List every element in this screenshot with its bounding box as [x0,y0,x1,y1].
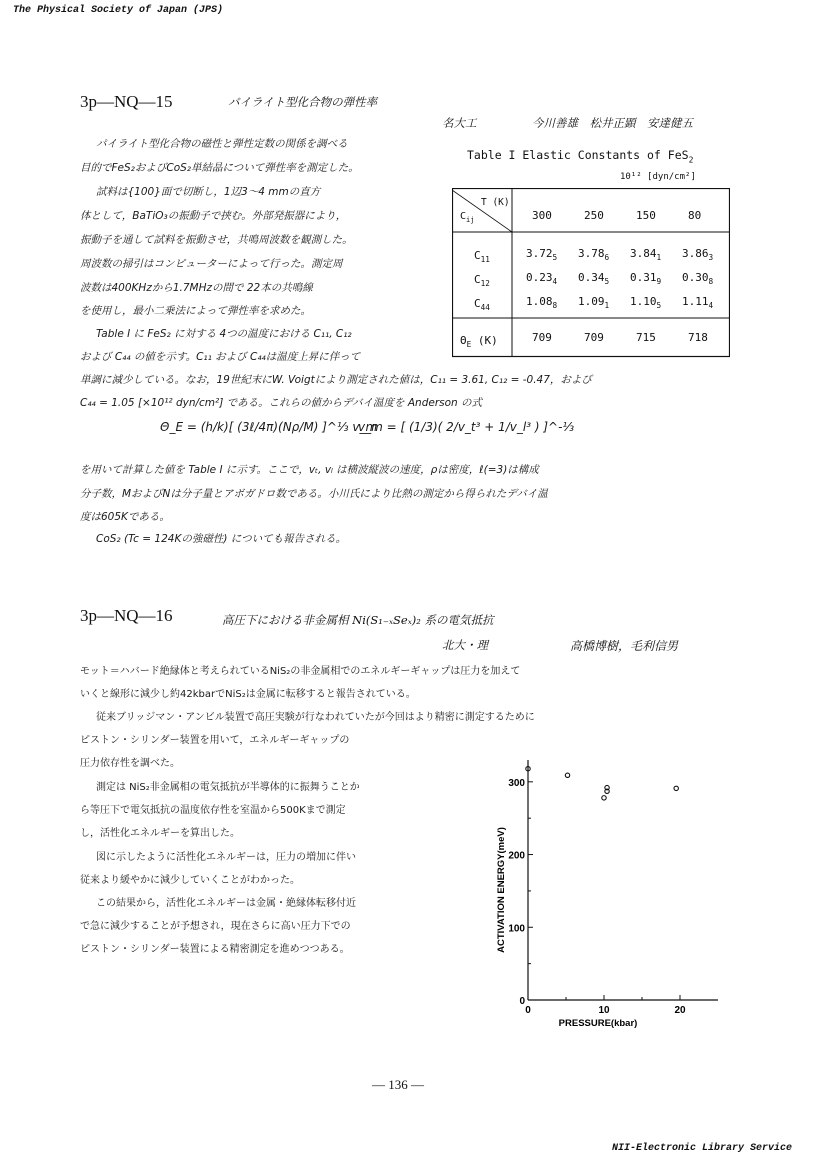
y-axis-label: ACTIVATION ENERGY(meV) [496,827,507,953]
article2-body-line: 測定は NiS₂非金属相の電気抵抗が半導体的に振舞うことか [96,782,360,793]
table-cell: $3.84_1$ [630,247,662,263]
article1-body-line: を使用し，最小二乗法によって弾性率を求めた。 [80,305,311,317]
article2-title: 高圧下における非金属相 Ni(S₁₋ₓSeₓ)₂ 系の電気抵抗 [222,613,494,627]
article2-body-line: ら等圧下で電気抵抗の温度依存性を室温から500Kまで測定 [80,805,346,816]
table-cell: $1.10_5$ [630,295,662,311]
article1-body-line: を用いて計算した値を Table I に示す。ここで，vₜ, vₗ は横波縦波の速度，ρは密度，ℓ(=3)は構成 [80,464,539,476]
article1-body-line: C₄₄ = 1.05 [×10¹² dyn/cm²] である。これらの値からデバイ温度を Anderson の式 [80,397,483,409]
table-cell: $3.78_6$ [578,247,610,263]
article2-body-line: 従来より緩やかに減少していくことがわかった。 [80,875,300,886]
article2-body-line: いくと線形に減少し約42kbarでNiS₂は金属に転移すると報告されている。 [80,689,416,700]
article2-body-line: で急に減少することが予想され，現在さらに高い圧力下での [80,921,351,932]
article2-body-line: ピストン・シリンダー装置による精密測定を進めつつある。 [80,944,350,955]
y-tick-label: 300 [508,777,525,789]
article2-body-line: ピストン・シリンダー装置を用いて，エネルギーギャップの [80,735,350,746]
data-point [674,786,678,790]
x-axis-label: PRESSURE(kbar) [558,1018,638,1029]
table-theta-label: $\Theta_E$ (K) [460,334,498,350]
table-units: 10¹² [dyn/cm²] [620,172,696,182]
article1-body-line: 単調に減少している。なお，19世紀末にW. Voigtにより測定された値は，C₁₁ = 3.61, C₁₂ = -0.47，および [80,374,592,386]
equation-debye-temp: Θ_E = (h/k)[ (3ℓ/4π)(Nρ/M) ]^⅓ v_m [160,420,378,434]
table-theta-cell: 718 [688,331,708,344]
article2-body-line: 圧力依存性を調べた。 [80,758,180,769]
article2-body-line: 図に示したように活性化エネルギーは，圧力の増加に伴い [96,852,356,863]
table-theta-cell: 709 [584,331,604,344]
table-temp-header: 300 [532,209,552,222]
article2-affiliation: 北大・理 [442,638,488,652]
article1-body-line: 振動子を通して試料を振動させ，共鳴周波数を観測した。 [80,234,353,246]
equation-mean-velocity: v_m = [ (1/3)( 2/v_t³ + 1/v_l³ ) ]^-⅓ [358,420,575,434]
table-cell: $3.86_3$ [682,247,714,263]
article2-body-line: 従来ブリッジマン・アンビル装置で高圧実験が行なわれていたが今回はより精密に測定するために [96,712,535,723]
data-point [602,796,606,800]
article1-authors: 今川善雄 松井正顕 安達健五 [532,116,693,130]
x-tick-label: 0 [525,1005,531,1016]
article2-body-line: し，活性化エネルギーを算出した。 [80,828,240,839]
table-temp-header: 80 [688,209,702,222]
table-row-label: $C_{11}$ [474,249,490,265]
table-row-label: $C_{44}$ [474,297,490,313]
page-number: — 136 — [372,1077,424,1092]
table-caption: Table I Elastic Constants of FeS$_2$ [467,148,694,165]
article1-body-line: 度は605Kである。 [80,511,170,523]
table-theta-cell: 715 [636,331,656,344]
table-temp-header: 150 [636,209,656,222]
article1-code: 3p—NQ—15 [80,92,173,111]
article1-body-line: および C₄₄ の値を示す。C₁₁ および C₄₄は温度上昇に伴って [80,351,361,363]
y-tick-label: 200 [508,850,525,862]
article1-body-line: 目的でFeS₂およびCoS₂単結晶について弾性率を測定した。 [80,162,359,174]
table-corner-temp: T (K) [481,197,510,208]
table-row-label: $C_{12}$ [474,273,490,289]
x-tick-label: 10 [598,1005,610,1016]
table-cell: $0.30_8$ [682,271,714,287]
article1-body-line: 分子数，MおよびNは分子量とアボガドロ数である。小川氏により比熱の測定から得られたデバイ温 [80,488,548,500]
y-tick-label: 100 [508,923,525,935]
article1-body-line: Table I に FeS₂ に対する 4つの温度における C₁₁, C₁₂ [96,328,352,340]
table-cell: $1.11_4$ [682,295,714,311]
table-temp-header: 250 [584,209,604,222]
table-cell: $0.23_4$ [526,271,558,287]
footer-service: NII-Electronic Library Service [612,1143,793,1154]
article1-body-line: パイライト型化合物の磁性と弾性定数の関係を調べる [96,138,348,150]
article1-body-line: 波数は400KHzから1.7MHzの間で 22本の共鳴線 [80,282,313,294]
table-theta-cell: 709 [532,331,552,344]
article1-body-line: CoS₂ (Tc = 124Kの強磁性) についても報告される。 [96,533,347,545]
table-cell: $3.72_5$ [526,247,558,263]
article1-body-line: 周波数の掃引はコンピューターによって行った。測定周 [80,258,343,270]
activation-energy-chart [482,742,722,1032]
article1-affiliation: 名大工 [442,116,477,130]
x-tick-label: 20 [674,1005,686,1016]
table-cell: $1.09_1$ [578,295,610,311]
article1-body-line: 体として，BaTiO₃の振動子で挟む。外部発振器により， [80,210,347,222]
data-point [565,773,569,777]
article1-body-line: 試料は{100}面で切断し，1辺3～4 mmの直方 [96,186,321,198]
table-cell: $1.08_8$ [526,295,558,311]
article2-body-line: モット＝ハバード絶縁体と考えられているNiS₂の非金属相でのエネルギーギャップは圧力を加えて [80,666,521,677]
page-header: The Physical Society of Japan (JPS) [13,5,224,16]
article2-authors: 高橋博樹，毛利信男 [570,639,679,653]
article1-title: パイライト型化合物の弾性率 [228,95,378,109]
article2-code: 3p—NQ—16 [80,606,173,625]
article2-body-line: この結果から，活性化エネルギーは金属・絶縁体転移付近 [96,898,356,909]
y-tick-label: 0 [519,996,525,1007]
table-cell: $0.31_9$ [630,271,662,287]
table-cell: $0.34_5$ [578,271,610,287]
table-corner-cij: $C_{ij}$ [460,211,475,224]
